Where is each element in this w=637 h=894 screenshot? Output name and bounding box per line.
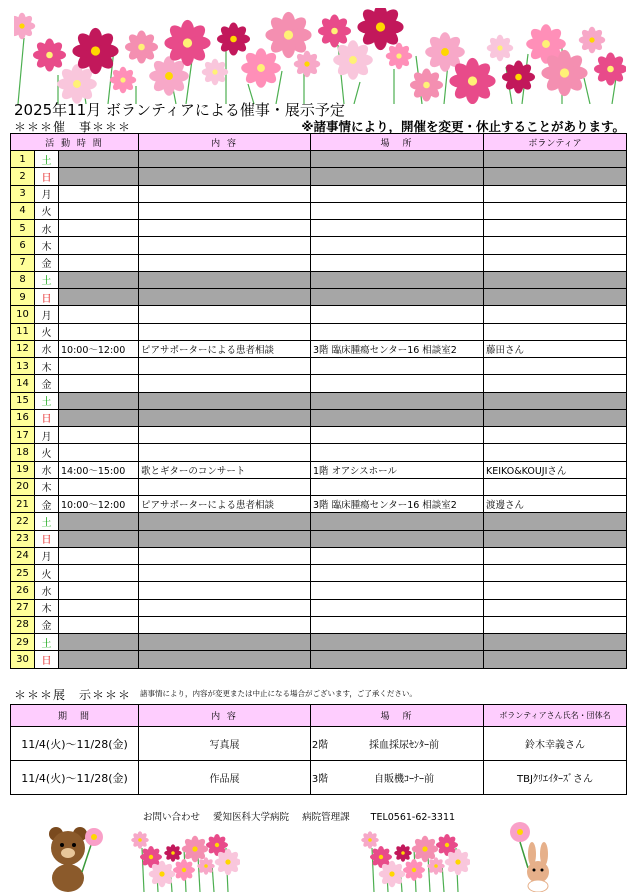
weekday: 木 [35,478,59,495]
day-number: 29 [11,634,35,651]
event-volunteer: KEIKO&KOUJIさん [484,461,627,478]
table-row [11,727,627,761]
event-time [59,547,139,564]
col-header-exhibit-place: 場 所 [311,705,484,727]
event-volunteer [484,599,627,616]
event-place [311,582,484,599]
col-header-place: 場 所 [311,134,484,151]
event-place [311,651,484,668]
table-row [11,761,627,795]
events-table [10,133,627,669]
cosmos-flowers-icon [360,828,470,892]
table-row [11,375,627,392]
event-content [139,409,311,426]
event-content [139,323,311,340]
event-volunteer [484,185,627,202]
weekday: 土 [35,634,59,651]
table-row [11,547,627,564]
event-place [311,220,484,237]
weekday: 水 [35,582,59,599]
event-place [311,358,484,375]
event-content [139,375,311,392]
weekday: 火 [35,202,59,219]
event-content [139,202,311,219]
event-time [59,202,139,219]
event-volunteer [484,392,627,409]
event-volunteer [484,444,627,461]
table-row [11,358,627,375]
event-content [139,565,311,582]
event-content [139,151,311,168]
exhibit-period: 11/4(火)～11/28(金) [11,727,139,761]
event-volunteer [484,220,627,237]
event-content [139,582,311,599]
event-content [139,220,311,237]
events-section-label: ＊＊＊催 事＊＊＊ [14,120,132,134]
rabbit-icon [498,818,564,892]
event-time [59,582,139,599]
event-volunteer [484,513,627,530]
day-number: 21 [11,496,35,513]
event-place [311,375,484,392]
col-header-period: 期 間 [11,705,139,727]
exhibit-volunteer: 鈴木幸義さん [484,727,627,761]
table-row [11,582,627,599]
event-volunteer: 藤田さん [484,340,627,357]
weekday: 月 [35,427,59,444]
weekday: 日 [35,168,59,185]
day-number: 9 [11,289,35,306]
event-volunteer [484,582,627,599]
event-content [139,616,311,633]
table-row [11,306,627,323]
day-number: 14 [11,375,35,392]
exhibits-header-row [11,705,627,727]
day-number: 3 [11,185,35,202]
weekday: 木 [35,237,59,254]
event-place: 3階 臨床腫瘍センター16 相談室2 [311,496,484,513]
change-notice: ※諸事情により，開催を変更・休止することがあります。 [301,119,625,134]
event-time: 14:00～15:00 [59,461,139,478]
event-content [139,530,311,547]
day-number: 8 [11,271,35,288]
weekday: 月 [35,306,59,323]
weekday: 日 [35,651,59,668]
teddy-bear-icon [42,822,108,892]
events-header-row [11,134,627,151]
event-place [311,168,484,185]
event-volunteer [484,271,627,288]
event-content [139,547,311,564]
page-title: 2025年11月 ボランティアによる催事・展示予定 [14,101,345,119]
table-row [11,202,627,219]
table-row [11,513,627,530]
table-row [11,461,627,478]
event-content [139,651,311,668]
table-row [11,289,627,306]
event-content [139,392,311,409]
event-volunteer [484,375,627,392]
day-number: 11 [11,323,35,340]
event-volunteer [484,323,627,340]
table-row [11,478,627,495]
col-header-time: 活 動 時 間 [11,134,139,151]
cosmos-flowers-icon [130,828,240,892]
event-volunteer [484,565,627,582]
event-volunteer [484,289,627,306]
event-content [139,427,311,444]
event-place [311,306,484,323]
weekday: 水 [35,461,59,478]
event-content [139,358,311,375]
event-place [311,289,484,306]
event-time [59,634,139,651]
event-time [59,651,139,668]
event-time [59,323,139,340]
event-place [311,409,484,426]
exhibit-place [311,727,484,761]
event-place [311,427,484,444]
event-volunteer [484,478,627,495]
event-volunteer [484,237,627,254]
col-header-content: 内 容 [139,134,311,151]
day-number: 13 [11,358,35,375]
day-number: 17 [11,427,35,444]
event-volunteer [484,616,627,633]
table-row [11,427,627,444]
event-time [59,151,139,168]
cosmos-flowers-icon [14,8,626,104]
weekday: 土 [35,271,59,288]
weekday: 水 [35,340,59,357]
event-place [311,444,484,461]
weekday: 金 [35,496,59,513]
exhibit-room: 自販機ｺｰﾅｰ前 [374,774,434,785]
table-row [11,340,627,357]
event-time [59,185,139,202]
weekday: 金 [35,616,59,633]
table-row [11,168,627,185]
event-place: 3階 臨床腫瘍センター16 相談室2 [311,340,484,357]
table-row [11,634,627,651]
event-content: ピアサポーターによる患者相談 [139,340,311,357]
event-time [59,254,139,271]
exhibit-room: 採血採尿ｾﾝﾀｰ前 [369,740,439,751]
phone-number: TEL0561-62-3311 [370,812,456,823]
event-content: ピアサポーターによる患者相談 [139,496,311,513]
table-row [11,530,627,547]
event-place [311,599,484,616]
event-time [59,513,139,530]
event-volunteer [484,254,627,271]
weekday: 土 [35,151,59,168]
weekday: 火 [35,323,59,340]
exhibits-table [10,704,627,795]
event-place [311,392,484,409]
exhibit-period: 11/4(火)～11/28(金) [11,761,139,795]
exhibit-content: 写真展 [139,727,311,761]
table-row [11,496,627,513]
table-row [11,651,627,668]
day-number: 12 [11,340,35,357]
exhibit-volunteer: TBJｸﾘｴｲﾀｰｽﾞさん [484,761,627,795]
event-content [139,306,311,323]
event-volunteer [484,547,627,564]
day-number: 28 [11,616,35,633]
weekday: 土 [35,513,59,530]
exhibit-floor: 3階 [311,774,329,785]
event-volunteer [484,409,627,426]
table-row [11,444,627,461]
day-number: 4 [11,202,35,219]
event-time [59,409,139,426]
table-row [11,237,627,254]
table-row [11,151,627,168]
day-number: 27 [11,599,35,616]
weekday: 月 [35,185,59,202]
event-time [59,599,139,616]
exhibits-section-label: ＊＊＊展 示＊＊＊ [14,688,132,702]
event-content [139,271,311,288]
event-content [139,599,311,616]
event-time [59,289,139,306]
weekday: 日 [35,530,59,547]
day-number: 24 [11,547,35,564]
col-header-volunteer: ボランティア [484,134,627,151]
event-place [311,565,484,582]
event-place [311,616,484,633]
event-time [59,565,139,582]
weekday: 火 [35,565,59,582]
day-number: 22 [11,513,35,530]
day-number: 20 [11,478,35,495]
day-number: 7 [11,254,35,271]
event-content [139,513,311,530]
weekday: 木 [35,599,59,616]
day-number: 30 [11,651,35,668]
event-place [311,254,484,271]
event-time [59,358,139,375]
table-row [11,220,627,237]
col-header-exhibit-volunteer: ボランティアさん氏名・団体名 [484,705,627,727]
day-number: 18 [11,444,35,461]
event-place [311,530,484,547]
hospital-name: 愛知医科大学病院 [213,812,290,823]
table-row [11,599,627,616]
day-number: 10 [11,306,35,323]
event-time: 10:00～12:00 [59,496,139,513]
weekday: 金 [35,254,59,271]
day-number: 19 [11,461,35,478]
event-content [139,185,311,202]
event-place [311,547,484,564]
event-place [311,151,484,168]
day-number: 1 [11,151,35,168]
exhibit-content: 作品展 [139,761,311,795]
event-time: 10:00～12:00 [59,340,139,357]
event-content [139,168,311,185]
exhibit-place [311,761,484,795]
event-place [311,513,484,530]
day-number: 26 [11,582,35,599]
event-place [311,323,484,340]
day-number: 6 [11,237,35,254]
cosmos-flower-banner [14,8,626,104]
event-content [139,237,311,254]
event-volunteer: 渡邊さん [484,496,627,513]
event-time [59,392,139,409]
event-time [59,478,139,495]
weekday: 火 [35,444,59,461]
day-number: 23 [11,530,35,547]
event-time [59,427,139,444]
event-time [59,530,139,547]
table-row [11,565,627,582]
event-place [311,271,484,288]
event-place [311,634,484,651]
event-content [139,289,311,306]
weekday: 日 [35,289,59,306]
event-volunteer [484,151,627,168]
event-time [59,220,139,237]
event-volunteer [484,168,627,185]
day-number: 16 [11,409,35,426]
table-row [11,392,627,409]
weekday: 木 [35,358,59,375]
event-time [59,444,139,461]
day-number: 15 [11,392,35,409]
weekday: 水 [35,220,59,237]
event-volunteer [484,306,627,323]
event-time [59,237,139,254]
event-place [311,237,484,254]
event-volunteer [484,634,627,651]
weekday: 日 [35,409,59,426]
table-row [11,254,627,271]
table-row [11,323,627,340]
event-time [59,616,139,633]
col-header-exhibit-content: 内 容 [139,705,311,727]
event-content [139,444,311,461]
event-content [139,478,311,495]
event-place [311,202,484,219]
weekday: 土 [35,392,59,409]
table-row [11,271,627,288]
table-row [11,616,627,633]
table-row [11,185,627,202]
weekday: 金 [35,375,59,392]
event-content: 歌とギターのコンサート [139,461,311,478]
day-number: 25 [11,565,35,582]
event-time [59,306,139,323]
event-place [311,185,484,202]
event-volunteer [484,530,627,547]
day-number: 5 [11,220,35,237]
exhibit-floor: 2階 [311,740,329,751]
event-content [139,634,311,651]
weekday: 月 [35,547,59,564]
contact-label: お問い合わせ [143,812,201,823]
event-volunteer [484,651,627,668]
event-volunteer [484,427,627,444]
table-row [11,409,627,426]
event-time [59,271,139,288]
contact-info [143,809,465,823]
event-volunteer [484,202,627,219]
event-place [311,478,484,495]
exhibits-note: 諸事情により，内容が変更または中止になる場合がございます，ご了承ください。 [140,689,417,698]
event-content [139,254,311,271]
event-time [59,168,139,185]
day-number: 2 [11,168,35,185]
department-name: 病院管理課 [302,812,350,823]
event-volunteer [484,358,627,375]
event-place: 1階 オアシスホール [311,461,484,478]
event-time [59,375,139,392]
